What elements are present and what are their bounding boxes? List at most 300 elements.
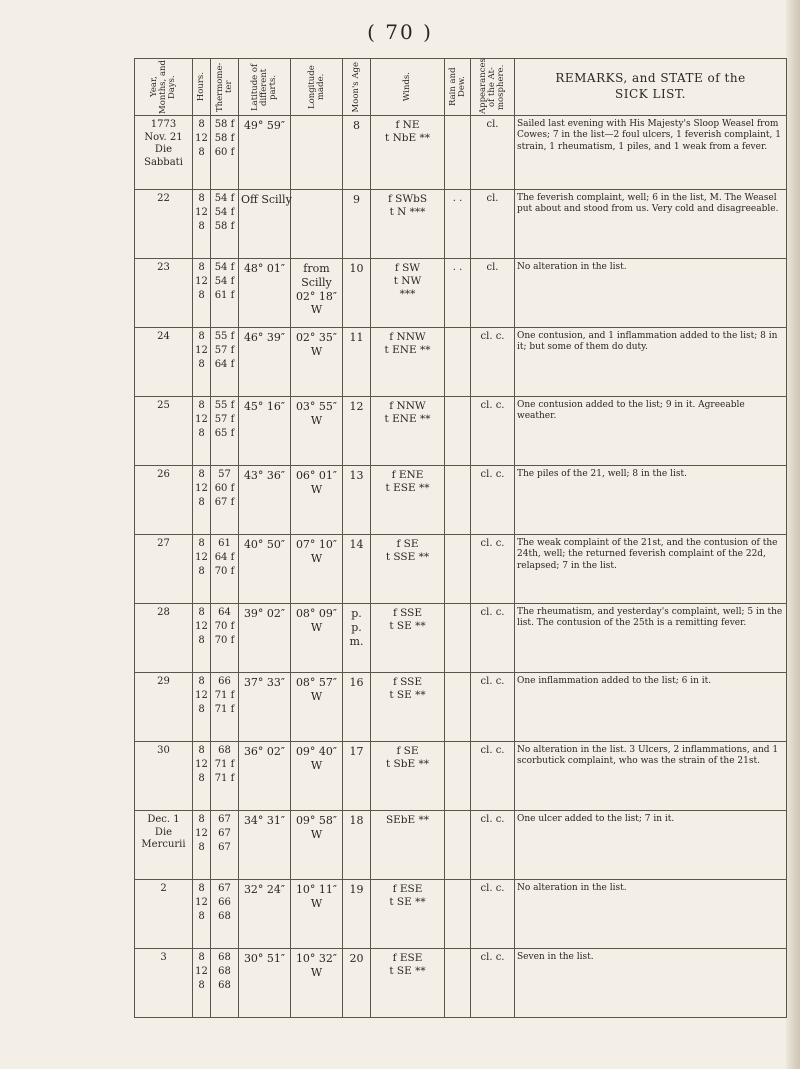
- weather-log-table: [134, 58, 787, 1018]
- date-cell: [135, 116, 193, 190]
- thermometer-cell: [211, 259, 239, 328]
- latitude-cell: [239, 466, 291, 535]
- appearance-cell: [471, 742, 515, 811]
- thermometer-cell: [211, 673, 239, 742]
- date-cell: [135, 949, 193, 1018]
- wind-value: f SE: [396, 538, 419, 550]
- hours-cell: [193, 880, 211, 949]
- thermometer-reading: 61 f: [214, 290, 235, 301]
- hour-value: 8: [198, 469, 205, 480]
- moon-age-cell: [343, 604, 371, 673]
- appearance-cell: [471, 397, 515, 466]
- appearance-value: cl. c.: [480, 331, 505, 342]
- longitude-cell: [291, 259, 343, 328]
- latitude-value: 32° 24″: [243, 883, 286, 896]
- latitude-cell: [239, 880, 291, 949]
- table-row: [135, 811, 787, 880]
- hour-value: 8: [198, 221, 205, 232]
- latitude-cell: [239, 673, 291, 742]
- appearance-cell: [471, 673, 515, 742]
- moon-age-cell: [343, 397, 371, 466]
- wind-value: f ESE: [392, 952, 423, 964]
- table-row: [135, 259, 787, 328]
- moon-age-cell: [343, 116, 371, 190]
- thermometer-cell: [211, 949, 239, 1018]
- appearance-cell: [471, 535, 515, 604]
- longitude-cell: [291, 466, 343, 535]
- latitude-cell: [239, 328, 291, 397]
- thermometer-reading: 64 f: [214, 359, 235, 370]
- appearance-value: cl.: [486, 119, 499, 130]
- hour-value: 8: [198, 147, 205, 158]
- thermometer-reading: 54 f: [214, 207, 235, 218]
- thermometer-reading: 71 f: [214, 773, 235, 784]
- appearance-value: cl. c.: [480, 676, 505, 687]
- longitude-value: 03° 55″ W: [295, 400, 338, 427]
- moon-age-value: 20: [349, 952, 364, 965]
- thermometer-cell: [211, 328, 239, 397]
- appearance-cell: [471, 949, 515, 1018]
- wind-value: f SE: [396, 745, 419, 757]
- wind-value: t NbE **: [385, 132, 430, 145]
- longitude-value: 10° 11″ W: [295, 883, 338, 910]
- wind-value: t SbE **: [386, 758, 429, 771]
- wind-value: f ESE: [392, 883, 423, 895]
- thermometer-reading: 57: [218, 469, 231, 480]
- hour-value: 12: [195, 133, 208, 144]
- rain-cell: [445, 466, 471, 535]
- longitude-cell: [291, 397, 343, 466]
- rain-cell: [445, 811, 471, 880]
- table-row: [135, 190, 787, 259]
- hour-value: 8: [198, 911, 205, 922]
- wind-value: t SE **: [389, 689, 426, 702]
- appearance-cell: [471, 116, 515, 190]
- date-cell: [135, 397, 193, 466]
- thermometer-reading: 71 f: [214, 759, 235, 770]
- longitude-cell: [291, 190, 343, 259]
- hour-value: 8: [198, 635, 205, 646]
- remarks-cell: [515, 116, 787, 190]
- wind-value: f NNW: [389, 331, 426, 343]
- wind-value: f ENE: [391, 469, 424, 481]
- wind-value: f NNW: [389, 400, 426, 412]
- appearance-cell: [471, 466, 515, 535]
- hours-cell: [193, 397, 211, 466]
- column-header-latitude: Latitude of different parts.: [239, 59, 291, 116]
- remarks-cell: [515, 466, 787, 535]
- date-line: Sabbati: [144, 156, 183, 168]
- hours-cell: [193, 742, 211, 811]
- remarks-subtitle: SICK LIST.: [615, 87, 686, 101]
- column-header-remarks: [515, 59, 787, 116]
- hours-cell: [193, 673, 211, 742]
- moon-age-cell: [343, 811, 371, 880]
- thermometer-reading: 68: [218, 911, 231, 922]
- hour-value: 12: [195, 690, 208, 701]
- appearance-value: cl. c.: [480, 745, 505, 756]
- winds-cell: [371, 604, 445, 673]
- longitude-cell: [291, 673, 343, 742]
- longitude-cell: [291, 116, 343, 190]
- date-line: 26: [157, 469, 170, 480]
- latitude-value: 46° 39″: [243, 331, 286, 344]
- column-header-year: Year, Months, and Days.: [135, 59, 193, 116]
- hour-value: 8: [198, 119, 205, 130]
- wind-value: t NW: [393, 275, 422, 288]
- remarks-cell: [515, 673, 787, 742]
- appearance-cell: [471, 190, 515, 259]
- appearance-cell: [471, 880, 515, 949]
- column-header-rain: Rain and Dew.: [445, 59, 471, 116]
- thermometer-cell: [211, 604, 239, 673]
- hour-value: 8: [198, 607, 205, 618]
- hour-value: 8: [198, 773, 205, 784]
- wind-value: t SE **: [389, 620, 426, 633]
- hour-value: 8: [198, 331, 205, 342]
- remarks-text: One contusion added to the list; 9 in it. Agreeable weather.: [517, 400, 745, 422]
- hour-value: 8: [198, 676, 205, 687]
- table-row: [135, 949, 787, 1018]
- remarks-cell: [515, 397, 787, 466]
- thermometer-reading: 66: [218, 897, 231, 908]
- appearance-value: cl. c.: [480, 538, 505, 549]
- latitude-cell: [239, 742, 291, 811]
- latitude-value: 48° 01″: [243, 262, 286, 275]
- date-cell: [135, 604, 193, 673]
- date-line: 27: [157, 538, 170, 549]
- hour-value: 8: [198, 538, 205, 549]
- hours-cell: [193, 811, 211, 880]
- hours-cell: [193, 535, 211, 604]
- winds-cell: [371, 673, 445, 742]
- date-line: 22: [157, 193, 170, 204]
- remarks-cell: [515, 535, 787, 604]
- thermometer-cell: [211, 880, 239, 949]
- date-cell: [135, 673, 193, 742]
- hour-value: 8: [198, 193, 205, 204]
- hour-value: 8: [198, 262, 205, 273]
- date-cell: [135, 535, 193, 604]
- hour-value: 8: [198, 745, 205, 756]
- moon-age-value: 17: [349, 745, 364, 758]
- latitude-value: Off Scilly: [241, 193, 292, 206]
- thermometer-cell: [211, 190, 239, 259]
- date-line: Die: [154, 826, 173, 838]
- table-row: [135, 604, 787, 673]
- winds-cell: [371, 535, 445, 604]
- log-body: [135, 116, 787, 1018]
- hour-value: 12: [195, 897, 208, 908]
- longitude-cell: [291, 604, 343, 673]
- appearance-cell: [471, 328, 515, 397]
- moon-age-value: 8: [353, 119, 360, 132]
- longitude-value: 02° 35″ W: [295, 331, 338, 358]
- moon-age-value: 11: [349, 331, 364, 344]
- date-line: Dec. 1: [147, 814, 180, 825]
- thermometer-reading: 67: [218, 828, 231, 839]
- moon-age-cell: [343, 535, 371, 604]
- thermometer-reading: 54 f: [214, 193, 235, 204]
- hour-value: 8: [198, 842, 205, 853]
- thermometer-reading: 67: [218, 842, 231, 853]
- thermometer-reading: 68: [218, 952, 231, 963]
- longitude-value: 09° 58″ W: [295, 814, 338, 841]
- appearance-value: cl. c.: [480, 952, 505, 963]
- hour-value: 8: [198, 290, 205, 301]
- remarks-cell: [515, 880, 787, 949]
- appearance-value: cl. c.: [480, 469, 505, 480]
- remarks-cell: [515, 604, 787, 673]
- rain-cell: [445, 190, 471, 259]
- wind-value: f SSE: [392, 607, 423, 619]
- remarks-cell: [515, 328, 787, 397]
- winds-cell: [371, 190, 445, 259]
- remarks-text: No alteration in the list.: [517, 262, 627, 272]
- table-row: [135, 535, 787, 604]
- longitude-value: 09° 40″ W: [295, 745, 338, 772]
- longitude-value: 08° 57″ W: [295, 676, 338, 703]
- hours-cell: [193, 949, 211, 1018]
- hours-cell: [193, 116, 211, 190]
- date-line: 30: [157, 745, 170, 756]
- longitude-cell: [291, 328, 343, 397]
- thermometer-reading: 70 f: [214, 566, 235, 577]
- thermometer-reading: 61: [218, 538, 231, 549]
- hour-value: 8: [198, 497, 205, 508]
- thermometer-reading: 71 f: [214, 690, 235, 701]
- rain-cell: [445, 949, 471, 1018]
- remarks-text: The rheumatism, and yesterday's complaint, well; 5 in the list. The contusion of the 25th is a remitting fever.: [517, 607, 783, 629]
- moon-age-cell: [343, 880, 371, 949]
- rain-cell: [445, 604, 471, 673]
- thermometer-reading: 70 f: [214, 635, 235, 646]
- winds-cell: [371, 811, 445, 880]
- latitude-cell: [239, 116, 291, 190]
- remarks-text: No alteration in the list. 3 Ulcers, 2 inflammations, and 1 scorbutick complaint, who was the strain of the 21st.: [517, 745, 779, 767]
- appearance-cell: [471, 811, 515, 880]
- latitude-value: 40° 50″: [243, 538, 286, 551]
- remarks-text: No alteration in the list.: [517, 883, 627, 893]
- moon-age-value: 10: [349, 262, 364, 275]
- hour-value: 12: [195, 276, 208, 287]
- moon-age-value: p.: [351, 607, 362, 620]
- longitude-cell: [291, 811, 343, 880]
- rain-value: . .: [452, 193, 463, 204]
- hours-cell: [193, 328, 211, 397]
- hour-value: 8: [198, 980, 205, 991]
- moon-age-cell: [343, 949, 371, 1018]
- table-row: [135, 328, 787, 397]
- latitude-cell: [239, 397, 291, 466]
- moon-age-value: 13: [349, 469, 364, 482]
- column-header-moon-age: Moon's Age: [343, 59, 371, 116]
- wind-value: SEbE **: [385, 814, 430, 826]
- hour-value: 8: [198, 359, 205, 370]
- date-line: 23: [157, 262, 170, 273]
- column-header-winds: Winds.: [371, 59, 445, 116]
- hour-value: 8: [198, 814, 205, 825]
- winds-cell: [371, 116, 445, 190]
- date-cell: [135, 742, 193, 811]
- latitude-value: 49° 59″: [243, 119, 286, 132]
- hour-value: 8: [198, 428, 205, 439]
- date-line: 29: [157, 676, 170, 687]
- hour-value: 12: [195, 759, 208, 770]
- date-line: Mercurii: [141, 839, 186, 850]
- latitude-value: 43° 36″: [243, 469, 286, 482]
- thermometer-reading: 60 f: [214, 147, 235, 158]
- rain-cell: [445, 259, 471, 328]
- wind-value: t ENE **: [384, 344, 431, 357]
- hour-value: 12: [195, 345, 208, 356]
- wind-value: t ESE **: [385, 482, 430, 495]
- thermometer-reading: 64 f: [214, 552, 235, 563]
- thermometer-reading: 58 f: [214, 133, 235, 144]
- moon-age-cell: [343, 742, 371, 811]
- longitude-value: 08° 09″ W: [295, 607, 338, 634]
- hour-value: 8: [198, 704, 205, 715]
- remarks-title: REMARKS, and STATE of the: [555, 71, 746, 86]
- thermometer-reading: 58 f: [214, 119, 235, 130]
- longitude-cell: [291, 880, 343, 949]
- date-cell: [135, 811, 193, 880]
- hour-value: 12: [195, 828, 208, 839]
- appearance-value: cl.: [486, 193, 499, 204]
- date-line: 24: [157, 331, 170, 342]
- hours-cell: [193, 604, 211, 673]
- appearance-cell: [471, 604, 515, 673]
- table-row: [135, 742, 787, 811]
- winds-cell: [371, 328, 445, 397]
- appearance-cell: [471, 259, 515, 328]
- winds-cell: [371, 949, 445, 1018]
- thermometer-reading: 68: [218, 980, 231, 991]
- longitude-value: 07° 10″ W: [295, 538, 338, 565]
- moon-age-value: 18: [349, 814, 364, 827]
- longitude-cell: [291, 949, 343, 1018]
- thermometer-reading: 54 f: [214, 262, 235, 273]
- column-header-hours: Hours.: [193, 59, 211, 116]
- moon-age-cell: [343, 673, 371, 742]
- table-row: [135, 880, 787, 949]
- hours-cell: [193, 466, 211, 535]
- latitude-cell: [239, 949, 291, 1018]
- hour-value: 8: [198, 400, 205, 411]
- date-line: 3: [160, 952, 167, 963]
- remarks-text: Sailed last evening with His Majesty's Sloop Weasel from Cowes; 7 in the list—2 foul ulcers, 1 feverish complaint, 1 strain, 1 rheumatism, 1 piles, and 1 weak from a fever.: [517, 119, 781, 152]
- date-cell: [135, 190, 193, 259]
- moon-age-value: 16: [349, 676, 364, 689]
- table-row: [135, 466, 787, 535]
- thermometer-reading: 70 f: [214, 621, 235, 632]
- remarks-cell: [515, 742, 787, 811]
- thermometer-reading: 57 f: [214, 414, 235, 425]
- rain-cell: [445, 397, 471, 466]
- table-row: [135, 397, 787, 466]
- rain-cell: [445, 742, 471, 811]
- latitude-value: 34° 31″: [243, 814, 286, 827]
- wind-value: t SE **: [389, 896, 426, 909]
- winds-cell: [371, 742, 445, 811]
- appearance-value: cl. c.: [480, 400, 505, 411]
- appearance-value: cl. c.: [480, 814, 505, 825]
- winds-cell: [371, 397, 445, 466]
- thermometer-cell: [211, 397, 239, 466]
- rain-cell: [445, 880, 471, 949]
- wind-value: f NE: [395, 119, 420, 131]
- thermometer-reading: 67 f: [214, 497, 235, 508]
- page-number: ( 70 ): [367, 20, 433, 44]
- longitude-value: from Scilly 02° 18″ W: [295, 262, 338, 317]
- latitude-cell: [239, 190, 291, 259]
- moon-age-value: 14: [349, 538, 364, 551]
- moon-age-value: 9: [353, 193, 360, 206]
- winds-cell: [371, 259, 445, 328]
- latitude-cell: [239, 259, 291, 328]
- thermometer-reading: 64: [218, 607, 231, 618]
- latitude-cell: [239, 811, 291, 880]
- thermometer-reading: 71 f: [214, 704, 235, 715]
- wind-value: t SE **: [389, 965, 426, 978]
- latitude-value: 30° 51″: [243, 952, 286, 965]
- moon-age-cell: [343, 466, 371, 535]
- page-edge: [786, 0, 800, 1069]
- remarks-text: One ulcer added to the list; 7 in it.: [517, 814, 675, 824]
- winds-cell: [371, 880, 445, 949]
- thermometer-reading: 68: [218, 745, 231, 756]
- moon-age-cell: [343, 259, 371, 328]
- hour-value: 12: [195, 621, 208, 632]
- thermometer-reading: 58 f: [214, 221, 235, 232]
- thermometer-reading: 68: [218, 966, 231, 977]
- hour-value: 12: [195, 207, 208, 218]
- column-header-thermometer: Thermome-ter: [211, 59, 239, 116]
- rain-cell: [445, 535, 471, 604]
- thermometer-reading: 54 f: [214, 276, 235, 287]
- thermometer-cell: [211, 811, 239, 880]
- wind-value: ***: [399, 288, 416, 301]
- remarks-cell: [515, 259, 787, 328]
- table-row: [135, 116, 787, 190]
- latitude-cell: [239, 604, 291, 673]
- remarks-text: Seven in the list.: [517, 952, 594, 962]
- thermometer-reading: 65 f: [214, 428, 235, 439]
- appearance-value: cl.: [486, 262, 499, 273]
- rain-cell: [445, 673, 471, 742]
- remarks-cell: [515, 811, 787, 880]
- remarks-text: One contusion, and 1 inflammation added to the list; 8 in it; but some of them do duty.: [517, 331, 778, 353]
- latitude-value: 37° 33″: [243, 676, 286, 689]
- date-line: 25: [157, 400, 170, 411]
- latitude-cell: [239, 535, 291, 604]
- wind-value: f SW: [394, 262, 421, 274]
- thermometer-reading: 60 f: [214, 483, 235, 494]
- date-cell: [135, 328, 193, 397]
- remarks-text: The feverish complaint, well; 6 in the list, M. The Weasel put about and stood from us. Very cold and disagreeable.: [517, 193, 779, 215]
- latitude-value: 39° 02″: [243, 607, 286, 620]
- thermometer-reading: 66: [218, 676, 231, 687]
- thermometer-reading: 55 f: [214, 400, 235, 411]
- appearance-value: cl. c.: [480, 883, 505, 894]
- thermometer-reading: 55 f: [214, 331, 235, 342]
- date-line: Nov. 21: [144, 131, 183, 143]
- hour-value: 8: [198, 952, 205, 963]
- table-row: [135, 673, 787, 742]
- thermometer-reading: 57 f: [214, 345, 235, 356]
- hour-value: 12: [195, 483, 208, 494]
- date-line: 28: [157, 607, 170, 618]
